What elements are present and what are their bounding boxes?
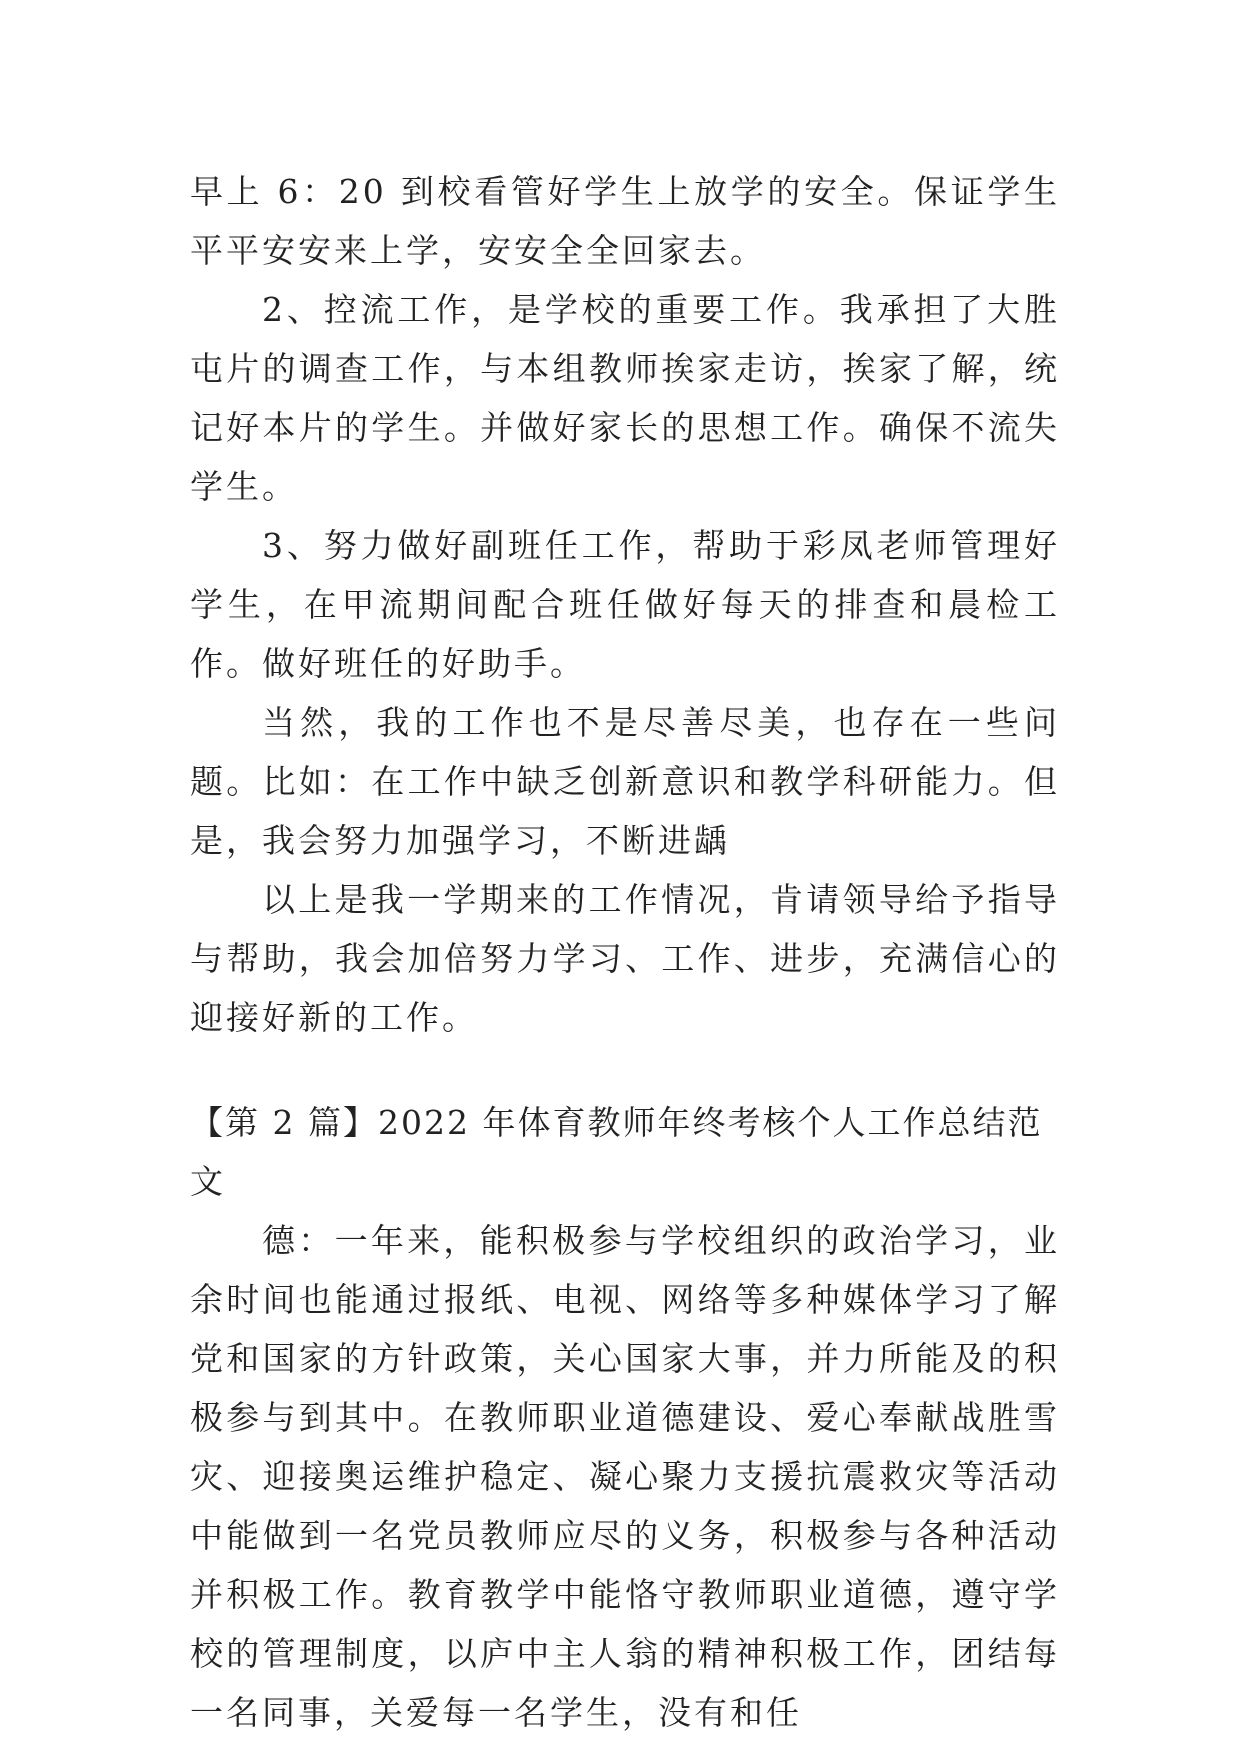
- paragraph-morality: 德：一年来，能积极参与学校组织的政治学习，业余时间也能通过报纸、电视、网络等多种媒体学习了解党和国家的方针政策，关心国家大事，并力所能及的积极参与到其中。在教师职业道德建设、爱心奉献战胜雪灾、迎接奥运维护稳定、凝心聚力支援抗震救灾等活动中能做到一名党员教师应尽的义务，积极参与各种活动并积极工作。教育教学中能恪守教师职业道德，遵守学校的管理制度，以庐中主人翁的精神积极工作，团结每一名同事，关爱每一名学生，没有和任: [190, 1221, 1060, 1732]
- paragraph-conclusion: 以上是我一学期来的工作情况，肯请领导给予指导与帮助，我会加倍努力学习、工作、进步，充满信心的迎接好新的工作。: [190, 880, 1060, 1037]
- paragraph-assistant-teacher: 3、努力做好副班任工作，帮助于彩凤老师管理好学生，在甲流期间配合班任做好每天的排查和晨检工作。做好班任的好助手。: [190, 526, 1060, 683]
- document-body: [190, 162, 1060, 1742]
- section-heading: 【第 2 篇】2022 年体育教师年终考核个人工作总结范文: [190, 1103, 1043, 1201]
- paragraph-dropout-control: 2、控流工作，是学校的重要工作。我承担了大胜屯片的调查工作，与本组教师挨家走访，挨家了解，统记好本片的学生。并做好家长的思想工作。确保不流失学生。: [190, 290, 1060, 506]
- paragraph-safety: 早上 6：20 到校看管好学生上放学的安全。保证学生平平安安来上学，安安全全回家去。: [190, 172, 1060, 270]
- paragraph-shortcomings: 当然，我的工作也不是尽善尽美，也存在一些问题。比如：在工作中缺乏创新意识和教学科研能力。但是，我会努力加强学习，不断进龋: [190, 703, 1060, 860]
